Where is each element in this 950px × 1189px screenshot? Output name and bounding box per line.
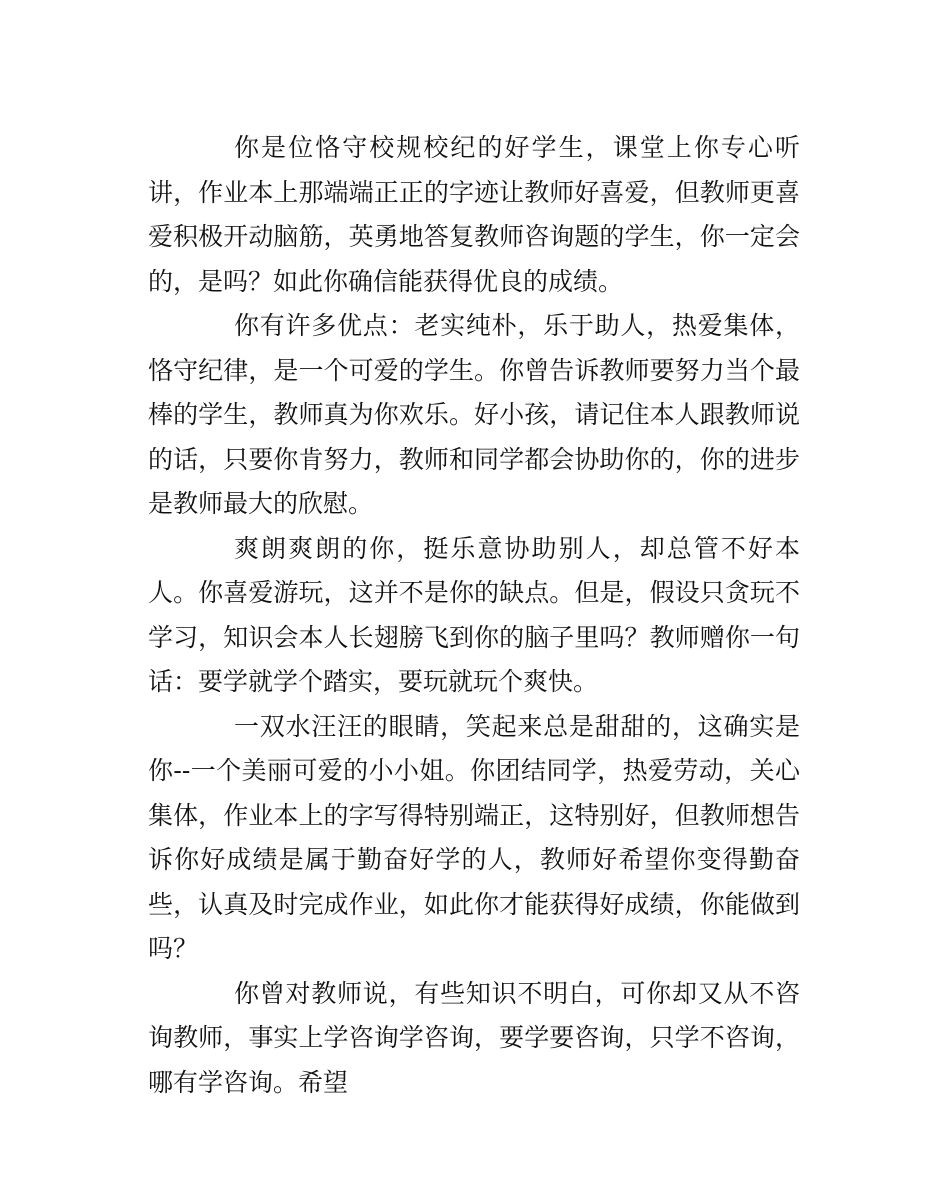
paragraph-3: 爽朗爽朗的你，挺乐意协助别人，却总管不好本人。你喜爱游玩，这并不是你的缺点。但是，假设只贪玩不学习，知识会本人长翅膀飞到你的脑子里吗？教师赠你一句话：要学就学个踏实，要玩就玩个爽快。: [148, 533, 800, 696]
paragraph-4: 一双水汪汪的眼睛，笑起来总是甜甜的，这确实是你--一个美丽可爱的小小姐。你团结同学，热爱劳动，关心集体，作业本上的字写得特别端正，这特别好，但教师想告诉你好成绩是属于勤奋好学的人，教师好希望你变得勤奋些，认真及时完成作业，如此你才能获得好成绩，你能做到吗？: [148, 711, 800, 963]
paragraph-1: 你是位恪守校规校纪的好学生，课堂上你专心听讲，作业本上那端端正正的字迹让教师好喜爱，但教师更喜爱积极开动脑筋，英勇地答复教师咨询题的学生，你一定会的，是吗？如此你确信能获得优良的成绩。: [148, 133, 800, 296]
document-body: [148, 126, 800, 1105]
paragraph-5: 你曾对教师说，有些知识不明白，可你却又从不咨询教师，事实上学咨询学咨询，要学要咨询，只学不咨询，哪有学咨询。希望: [148, 978, 800, 1097]
paragraph-2: 你有许多优点：老实纯朴，乐于助人，热爱集体，恪守纪律，是一个可爱的学生。你曾告诉教师要努力当个最棒的学生，教师真为你欢乐。好小孩，请记住本人跟教师说的话，只要你肯努力，教师和同学都会协助你的，你的进步是教师最大的欣慰。: [148, 311, 800, 518]
